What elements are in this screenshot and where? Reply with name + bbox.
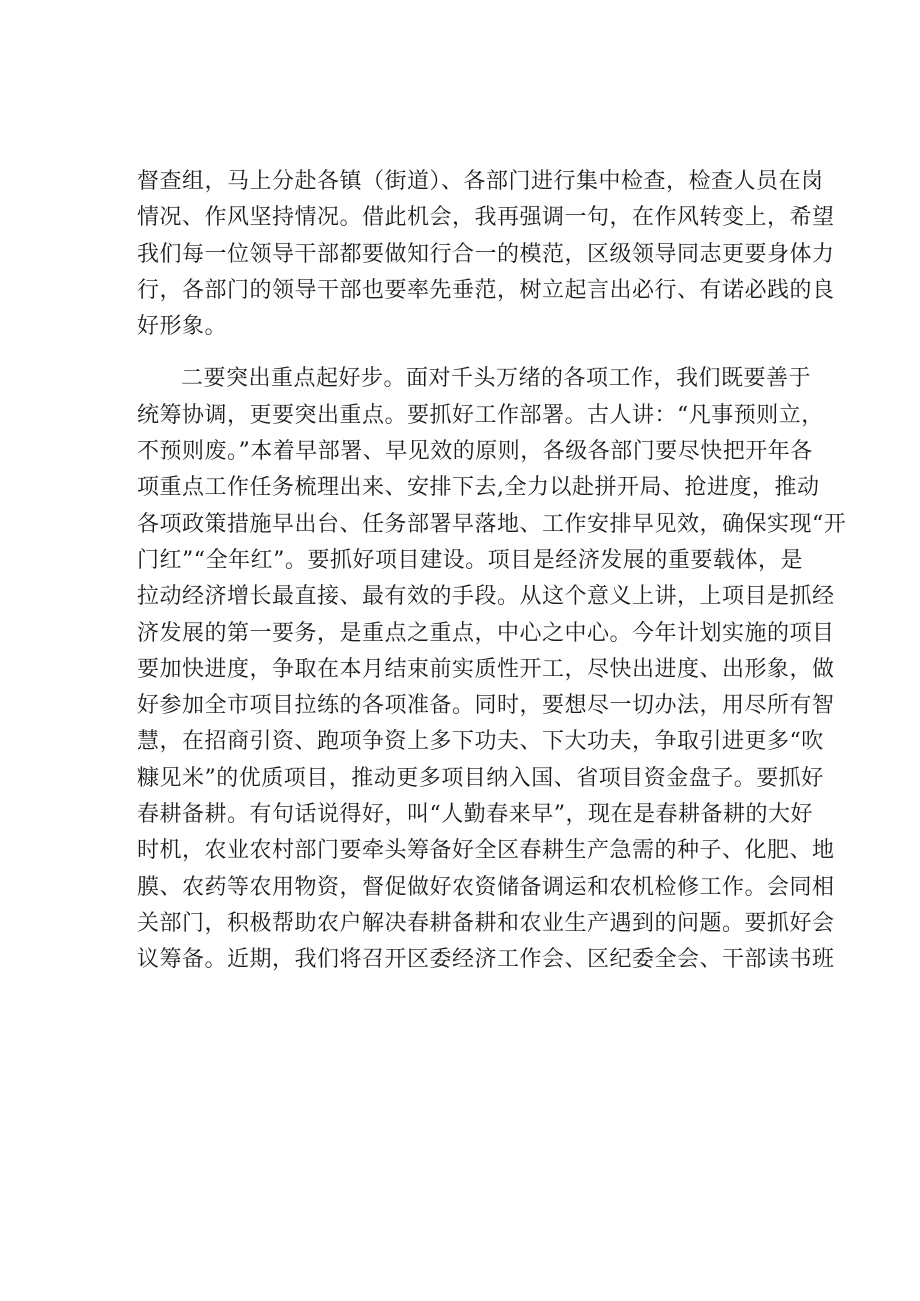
text-line: 慧，在招商引资、跑项争资上多下功夫、下大功夫，争取引进更多“吹 xyxy=(137,729,824,755)
text-line: 济发展的第一要务，是重点之重点，中心之中心。今年计划实施的项目 xyxy=(137,620,835,646)
text-line: 项重点工作任务梳理出来、安排下去,全力以赴拼开局、抢进度，推动 xyxy=(137,475,820,501)
text-line: 我们每一位领导干部都要做知行合一的模范，区级领导同志更要身体力 xyxy=(137,241,835,267)
paragraph-2 xyxy=(137,361,847,978)
text-line: 行，各部门的领导干部也要率先垂范，树立起言出必行、有诺必践的良 xyxy=(137,277,835,303)
text-line: 二要突出重点起好步。面对千头万绪的各项工作，我们既要善于 xyxy=(181,366,812,392)
text-line: 拉动经济增长最直接、最有效的手段。从这个意义上讲，上项目是抓经 xyxy=(137,584,835,610)
text-line: 春耕备耕。有句话说得好，叫“人勤春来早”，现在是春耕备耕的大好 xyxy=(137,802,813,828)
paragraph-spacer xyxy=(137,345,803,361)
text-line: 门红”“全年红”。要抓好项目建设。项目是经济发展的重要载体，是 xyxy=(137,547,803,573)
text-line: 要加快进度，争取在本月结束前实质性开工，尽快出进度、出形象，做 xyxy=(137,656,835,682)
text-line: 时机，农业农村部门要牵头筹备好全区春耕生产急需的种子、化肥、地 xyxy=(137,838,835,864)
text-line: 各项政策措施早出台、任务部署早落地、工作安排早见效，确保实现“开 xyxy=(137,511,847,537)
text-line: 好形象。 xyxy=(137,314,228,340)
text-line: 关部门，积极帮助农户解决春耕备耕和农业生产遇到的问题。要抓好会 xyxy=(137,910,835,936)
paragraph-1 xyxy=(137,164,835,345)
text-line: 议筹备。近期，我们将召开区委经济工作会、区纪委全会、干部读书班 xyxy=(137,947,835,973)
text-line: 糠见米”的优质项目，推动更多项目纳入国、省项目资金盘子。要抓好 xyxy=(137,765,824,791)
text-line: 好参加全市项目拉练的各项准备。同时，要想尽一切办法，用尽所有智 xyxy=(137,693,835,719)
text-line: 膜、农药等农用物资，督促做好农资储备调运和农机检修工作。会同相 xyxy=(137,874,835,900)
text-line: 督查组，马上分赴各镇（街道）、各部门进行集中检查，检查人员在岗 xyxy=(137,169,824,194)
text-line: 情况、作风坚持情况。借此机会，我再强调一句，在作风转变上，希望 xyxy=(137,205,835,231)
text-line: 不预则废。”本着早部署、早见效的原则，各级各部门要尽快把开年各 xyxy=(137,439,813,465)
text-line: 统筹协调，更要突出重点。要抓好工作部署。古人讲：“凡事预则立， xyxy=(137,402,824,428)
document-body xyxy=(137,164,847,979)
